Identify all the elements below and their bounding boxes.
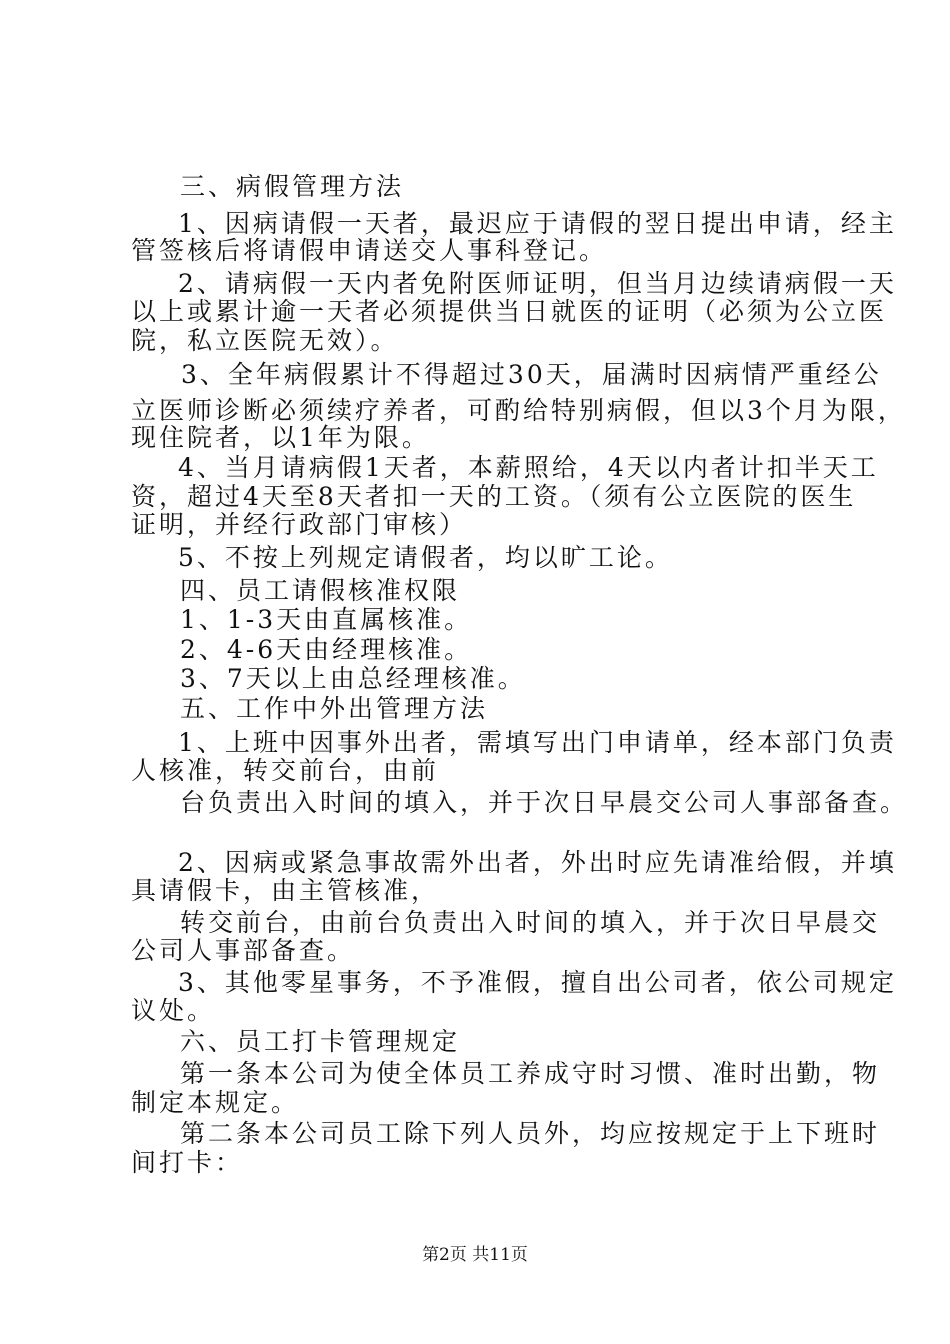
paragraph-line: 1、因病请假一天者，最迟应于请假的翌日提出申请，经主 <box>178 209 897 238</box>
paragraph-line: 以上或累计逾一天者必须提供当日就医的证明（必须为公立医 <box>131 297 888 326</box>
paragraph-line: 台负责出入时间的填入，并于次日早晨交公司人事部备查。 <box>180 788 909 817</box>
paragraph-line: 证明，并经行政部门审核） <box>131 510 468 539</box>
paragraph-line: 具请假卡，由主管核准， <box>131 876 440 905</box>
paragraph-line: 第一条本公司为使全体员工养成守时习惯、准时出勤，物 <box>180 1059 881 1088</box>
paragraph-line: 议处。 <box>131 996 216 1025</box>
paragraph-line: 制定本规定。 <box>131 1088 300 1117</box>
paragraph-line: 院，私立医院无效）。 <box>131 326 399 355</box>
paragraph-line: 第二条本公司员工除下列人员外，均应按规定于上下班时 <box>180 1119 881 1148</box>
paragraph-line: 4、当月请病假1天者，本薪照给，4天以内者计扣半天工 <box>178 453 879 482</box>
paragraph-line: 3、其他零星事务，不予准假，擅自出公司者，依公司规定 <box>178 968 897 997</box>
paragraph-line: 1、上班中因事外出者，需填写出门申请单，经本部门负责 <box>178 728 897 757</box>
paragraph-line: 2、因病或紧急事故需外出者，外出时应先请准给假，并填 <box>178 848 897 877</box>
paragraph-line: 管签核后将请假申请送交人事科登记。 <box>131 236 608 265</box>
paragraph-line: 公司人事部备查。 <box>131 936 356 965</box>
section-heading-approval: 四、员工请假核准权限 <box>180 576 461 605</box>
section-heading-sick-leave: 三、病假管理方法 <box>180 172 405 201</box>
paragraph-line: 现住院者，以1年为限。 <box>131 423 430 452</box>
paragraph-line: 1、1-3天由直属核准。 <box>180 605 473 634</box>
paragraph-line: 资，超过4天至8天者扣一天的工资。（须有公立医院的医生 <box>131 482 857 511</box>
paragraph-line: 3、全年病假累计不得超过30天，届满时因病情严重经公 <box>181 360 882 389</box>
page-footer: 第2页 共11页 <box>422 1245 528 1265</box>
section-heading-going-out: 五、工作中外出管理方法 <box>180 694 489 723</box>
paragraph-line: 2、请病假一天内者免附医师证明，但当月边续请病假一天 <box>178 269 897 298</box>
paragraph-line: 3、7天以上由总经理核准。 <box>180 664 526 693</box>
paragraph-line: 2、4-6天由经理核准。 <box>180 635 473 664</box>
paragraph-line: 5、不按上列规定请假者，均以旷工论。 <box>178 543 673 572</box>
paragraph-line: 间打卡： <box>131 1148 244 1177</box>
paragraph-line: 立医师诊断必须续疗养者，可酌给特别病假，但以3个月为限， <box>131 396 906 425</box>
paragraph-line: 转交前台，由前台负责出入时间的填入，并于次日早晨交 <box>180 908 881 937</box>
section-heading-clock-in: 六、员工打卡管理规定 <box>180 1027 461 1056</box>
paragraph-line: 人核准，转交前台，由前 <box>131 756 440 785</box>
